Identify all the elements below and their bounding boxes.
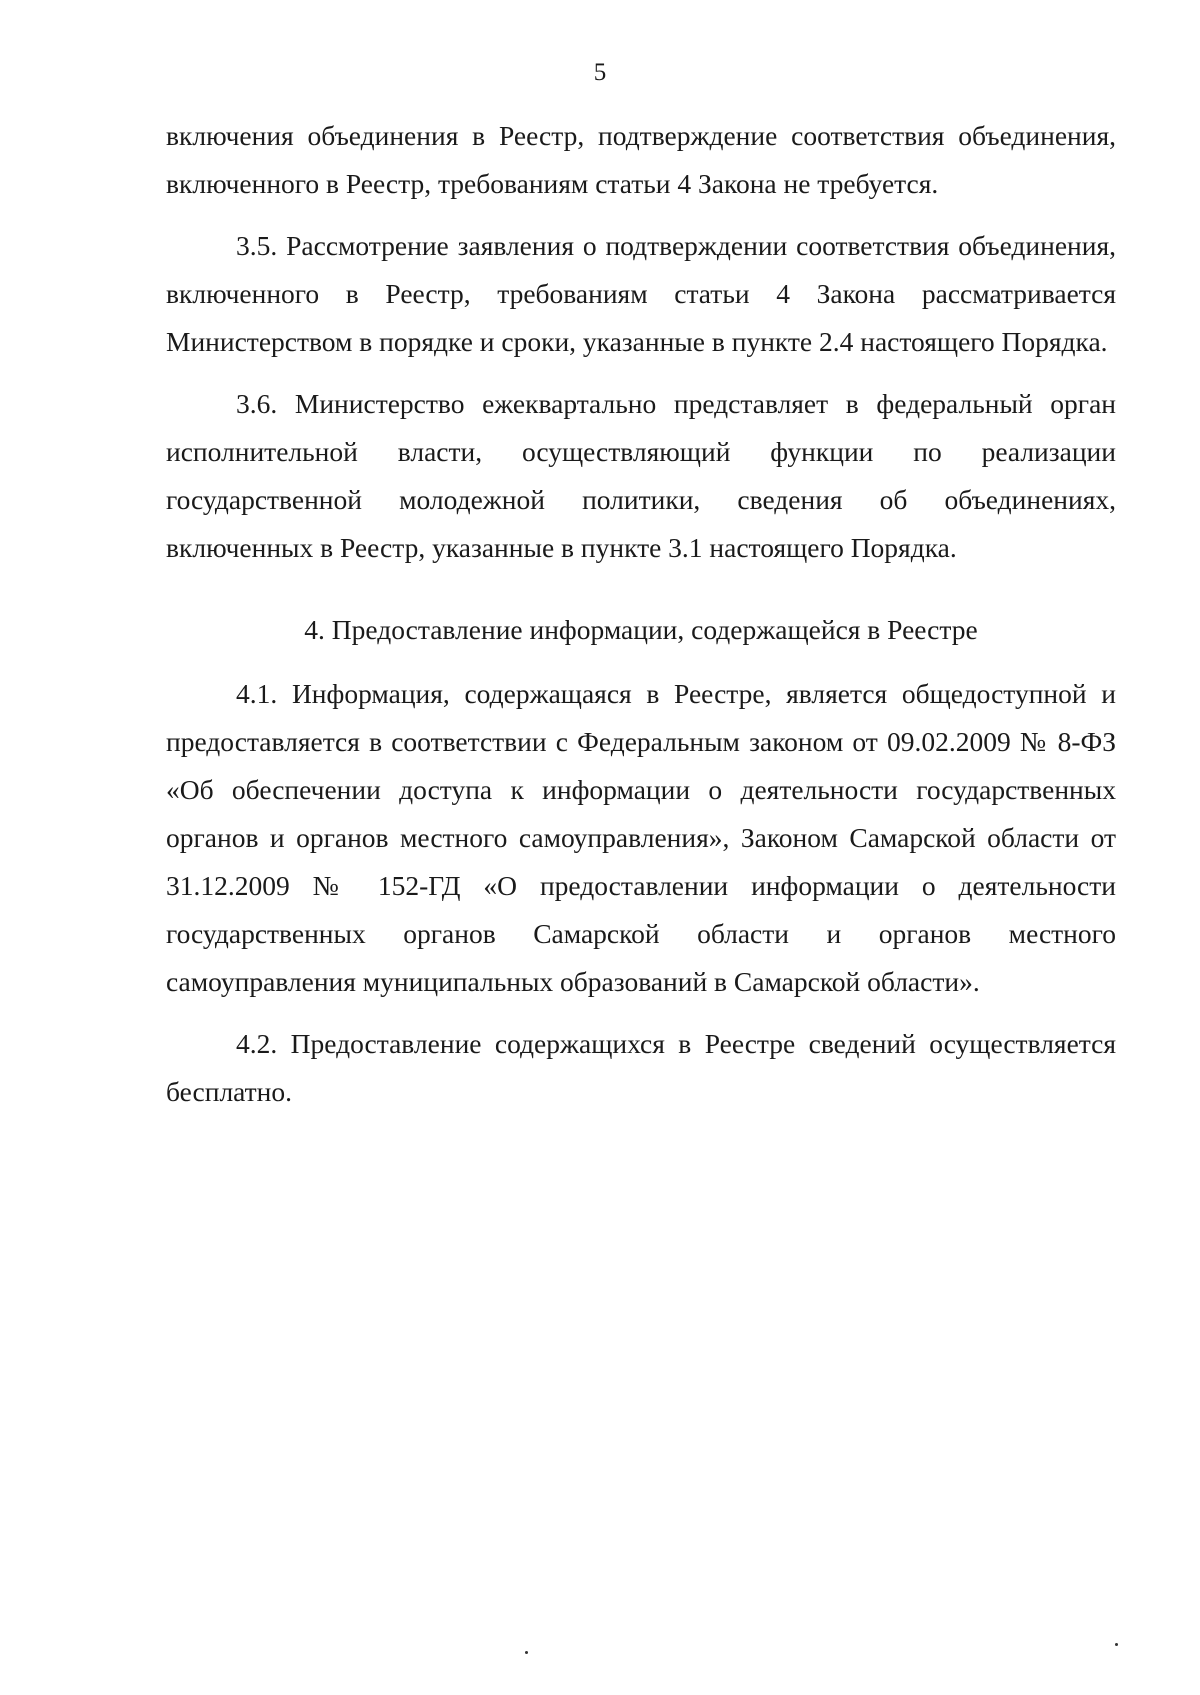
- page-number: 5: [593, 59, 607, 86]
- scan-speck: [525, 1651, 528, 1654]
- paragraph-continuation: включения объединения в Реестр, подтверждение соответствия объединения, включенного в Реестр, требованиям статьи 4 Закона не требуется.: [166, 120, 1116, 199]
- scan-speck: [1115, 1643, 1118, 1646]
- section-4-heading: 4. Предоставление информации, содержащейся в Реестре: [304, 614, 978, 645]
- paragraph-4-2: 4.2. Предоставление содержащихся в Реестре сведений осуществляется бесплатно.: [166, 1028, 1116, 1107]
- paragraph-3-6: 3.6. Министерство ежеквартально представляет в федеральный орган исполнительной власти, осуществляющий функции по реализации государственной молодежной политики, сведения об объединениях, включенных в Реестр, указанные в пункте 3.1 настоящего Порядка.: [166, 388, 1116, 563]
- document-body: [166, 112, 1116, 1130]
- paragraph-4-1: 4.1. Информация, содержащаяся в Реестре, является общедоступной и предоставляется в соответствии с Федеральным законом от 09.02.2009 № 8-ФЗ «Об обеспечении доступа к информации о деятельности государственных органов и органов местного самоуправления», Законом Самарской области от 31.12.2009 № 152-ГД «О предоставлении информации о деятельности государственных органов Самарской области и органов местного самоуправления муниципальных образований в Самарской области».: [166, 678, 1116, 997]
- paragraph-3-5: 3.5. Рассмотрение заявления о подтверждении соответствия объединения, включенного в Реестр, требованиям статьи 4 Закона рассматривается Министерством в порядке и сроки, указанные в пункте 2.4 настоящего Порядка.: [166, 230, 1116, 357]
